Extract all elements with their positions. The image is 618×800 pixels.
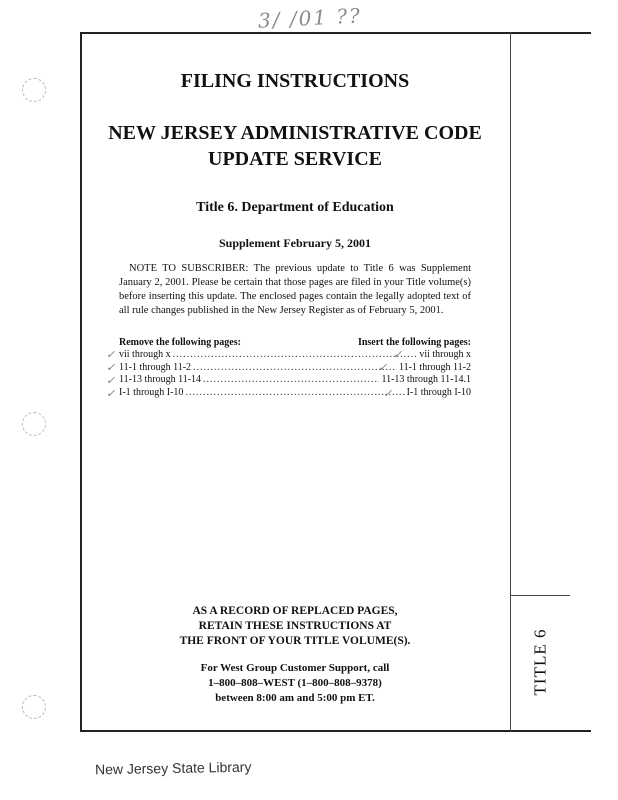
table-row (119, 362, 471, 375)
support-hours: between 8:00 am and 5:00 pm ET. (215, 692, 375, 704)
check-mark-icon: ✓ (106, 375, 116, 387)
remove-pages-cell: vii through x (119, 349, 171, 360)
subscriber-note (119, 262, 471, 318)
support-phone: 1–800–808–WEST (1–800–808–9378) (208, 677, 382, 689)
remove-pages-cell: 11-13 through 11-14 (119, 374, 202, 385)
check-mark-icon: ✓ (106, 388, 116, 400)
record-line1: AS A RECORD OF REPLACED PAGES, (192, 605, 398, 617)
punch-hole-top (22, 78, 46, 102)
supplement-date: Supplement February 5, 2001 (218, 236, 371, 250)
check-mark-icon: ✓ (393, 349, 403, 361)
record-instructions (80, 604, 510, 649)
remove-pages-header: Remove the following pages: (119, 337, 241, 348)
table-row (119, 387, 471, 400)
check-mark-icon: ✓ (378, 362, 388, 374)
code-title (80, 120, 510, 172)
insert-pages-cell: I-1 through I-10 (406, 386, 471, 398)
library-stamp: New Jersey State Library (94, 758, 252, 778)
customer-support (80, 661, 510, 706)
title-tab-label: TITLE 6 (530, 628, 550, 696)
punch-hole-bottom (22, 695, 46, 719)
dot-leader (185, 387, 404, 398)
department-title: Title 6. Department of Education (196, 200, 394, 215)
code-title-line1: NEW JERSEY ADMINISTRATIVE CODE (108, 122, 482, 144)
remove-pages-cell: 11-1 through 11-2 (119, 361, 192, 373)
pages-table (119, 349, 471, 399)
code-title-line2: UPDATE SERVICE (208, 148, 382, 170)
record-line2: RETAIN THESE INSTRUCTIONS AT (198, 620, 392, 632)
punch-hole-middle (22, 412, 46, 436)
title-tab (518, 612, 562, 712)
insert-pages-cell: 11-1 through 11-2 (398, 361, 471, 373)
insert-pages-cell: vii through x (419, 349, 471, 360)
dot-leader (193, 362, 397, 373)
dot-leader (173, 349, 418, 360)
check-mark-icon: ✓ (106, 362, 116, 374)
table-row (119, 349, 471, 362)
dot-leader (203, 374, 379, 385)
table-row (119, 374, 471, 387)
remove-pages-cell: I-1 through I-10 (119, 386, 184, 398)
filing-instructions-heading: FILING INSTRUCTIONS (180, 70, 410, 92)
handwritten-note: 3/ /01 ?? (257, 3, 363, 33)
insert-pages-header: Insert the following pages: (357, 337, 471, 348)
insert-pages-cell: 11-13 through 11-14.1 (381, 374, 471, 385)
check-mark-icon: ✓ (383, 388, 393, 400)
record-line3: THE FRONT OF YOUR TITLE VOLUME(S). (179, 635, 411, 647)
support-line1: For West Group Customer Support, call (200, 662, 390, 674)
subscriber-note-text: NOTE TO SUBSCRIBER: The previous update to Title 6 was Supplement January 2, 2001. Please be certain that those pages are filed in your Title volume(s) before inserting this update. The enclosed pages contain the legally adopted text of all rule changes published in the New Jersey Register as of February 5, 2001. (119, 263, 471, 316)
tab-divider-line (510, 32, 511, 732)
check-mark-icon: ✓ (106, 349, 116, 361)
tab-divider-horizontal (510, 595, 570, 596)
